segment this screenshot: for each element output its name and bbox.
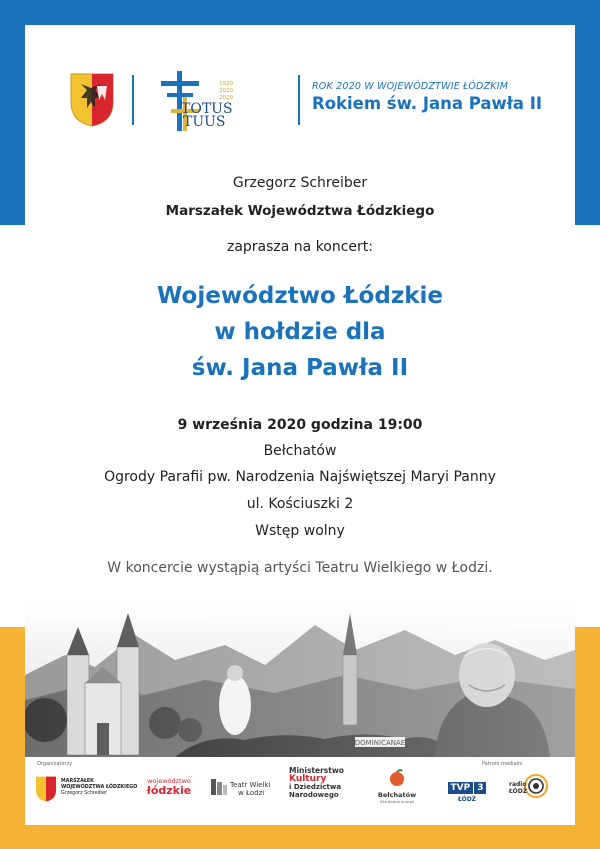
ministerstwo-logo [289,767,359,817]
host-name: Grzegorz Schreiber [232,175,368,191]
marszalek-crest-icon [35,775,57,803]
marszalek-line1: MARSZAŁEK [61,779,94,784]
belchatow-logo [369,769,425,817]
header [69,67,543,135]
concert-title-line3: św. Jana Pawła II [191,355,409,381]
concert-title-line1: Województwo Łódzkie [157,283,443,309]
radio-line2: ŁÓDŹ [509,788,528,795]
wojewodztwo-big: łódzkie [146,784,192,797]
tuus-word: TUUS [183,114,226,130]
marszalek-line3: Grzegorz Schreiber [61,791,107,796]
ministerstwo-line1: Ministerstwo [289,766,344,775]
teatr-line1: Teatr Wielki [230,781,271,789]
belchatow-emblem-icon [388,769,406,787]
teatr-line2: w Łodzi [238,789,265,797]
tvp-number: 3 [474,782,486,794]
teatr-mark-icon [211,779,227,795]
event-entry: Wstęp wolny [255,523,345,539]
concert-title-line2: w hołdzie dla [214,319,386,345]
marszalek-logo [35,773,138,813]
event-street: ul. Kościuszki 2 [246,496,354,512]
wojewodztwo-small: województwo [147,777,191,785]
ministerstwo-line4: Narodowego [289,791,339,799]
belchatow-name: Bełchatów [377,791,417,799]
year-announcement: ROK 2020 W WOJEWÓDZTWIE ŁÓDZKIM [312,81,509,92]
radio-line1: radio [509,781,527,788]
patrons-label: Patroni medialni [482,761,523,767]
poster-card [25,25,575,825]
header-divider [132,75,134,125]
year-1920: 1920 [219,81,233,87]
event-venue: Ogrody Parafii pw. Narodzenia Najświętszej Maryi Panny [104,469,496,485]
ministerstwo-line3: i Dziedzictwa [289,783,342,791]
tvp-city: ŁÓDŹ [457,796,477,803]
footer-logos [25,757,575,825]
event-city: Bełchatów [263,443,337,459]
invite-line: zaprasza na koncert: [226,239,374,255]
organizers-label: Organizatorzy [37,761,73,767]
tvp-label: TVP [448,782,474,794]
teatr-wielki-logo [211,777,271,807]
collage-photo [25,605,575,757]
lodzkie-coat-of-arms-icon [69,72,115,128]
event-date: 9 września 2020 godzina 19:00 [177,417,423,433]
event-artists: W koncercie wystąpią artyści Teatru Wielkiego w Łodzi. [107,560,493,576]
totus-tuus-text [181,103,233,129]
year-2020-a: 2020 [219,88,233,94]
totus-word: TOTUS [181,101,233,117]
ministerstwo-line2: Kultury [289,774,327,784]
radio-lodz-logo [509,773,553,809]
host-role: Marszałek Województwa Łódzkiego [165,203,435,219]
year-2020-b: 2020 [219,95,233,101]
years-label [219,81,233,102]
year-title: Rokiem św. Jana Pawła II [312,94,543,113]
marszalek-line2: WOJEWÓDZTWA ŁÓDZKIEGO [61,785,138,790]
belchatow-tagline: Siła dobrej energii [379,799,415,804]
header-divider-2 [298,75,300,125]
tvp3-logo [445,775,489,811]
wojewodztwo-lodzkie-logo [139,777,199,807]
